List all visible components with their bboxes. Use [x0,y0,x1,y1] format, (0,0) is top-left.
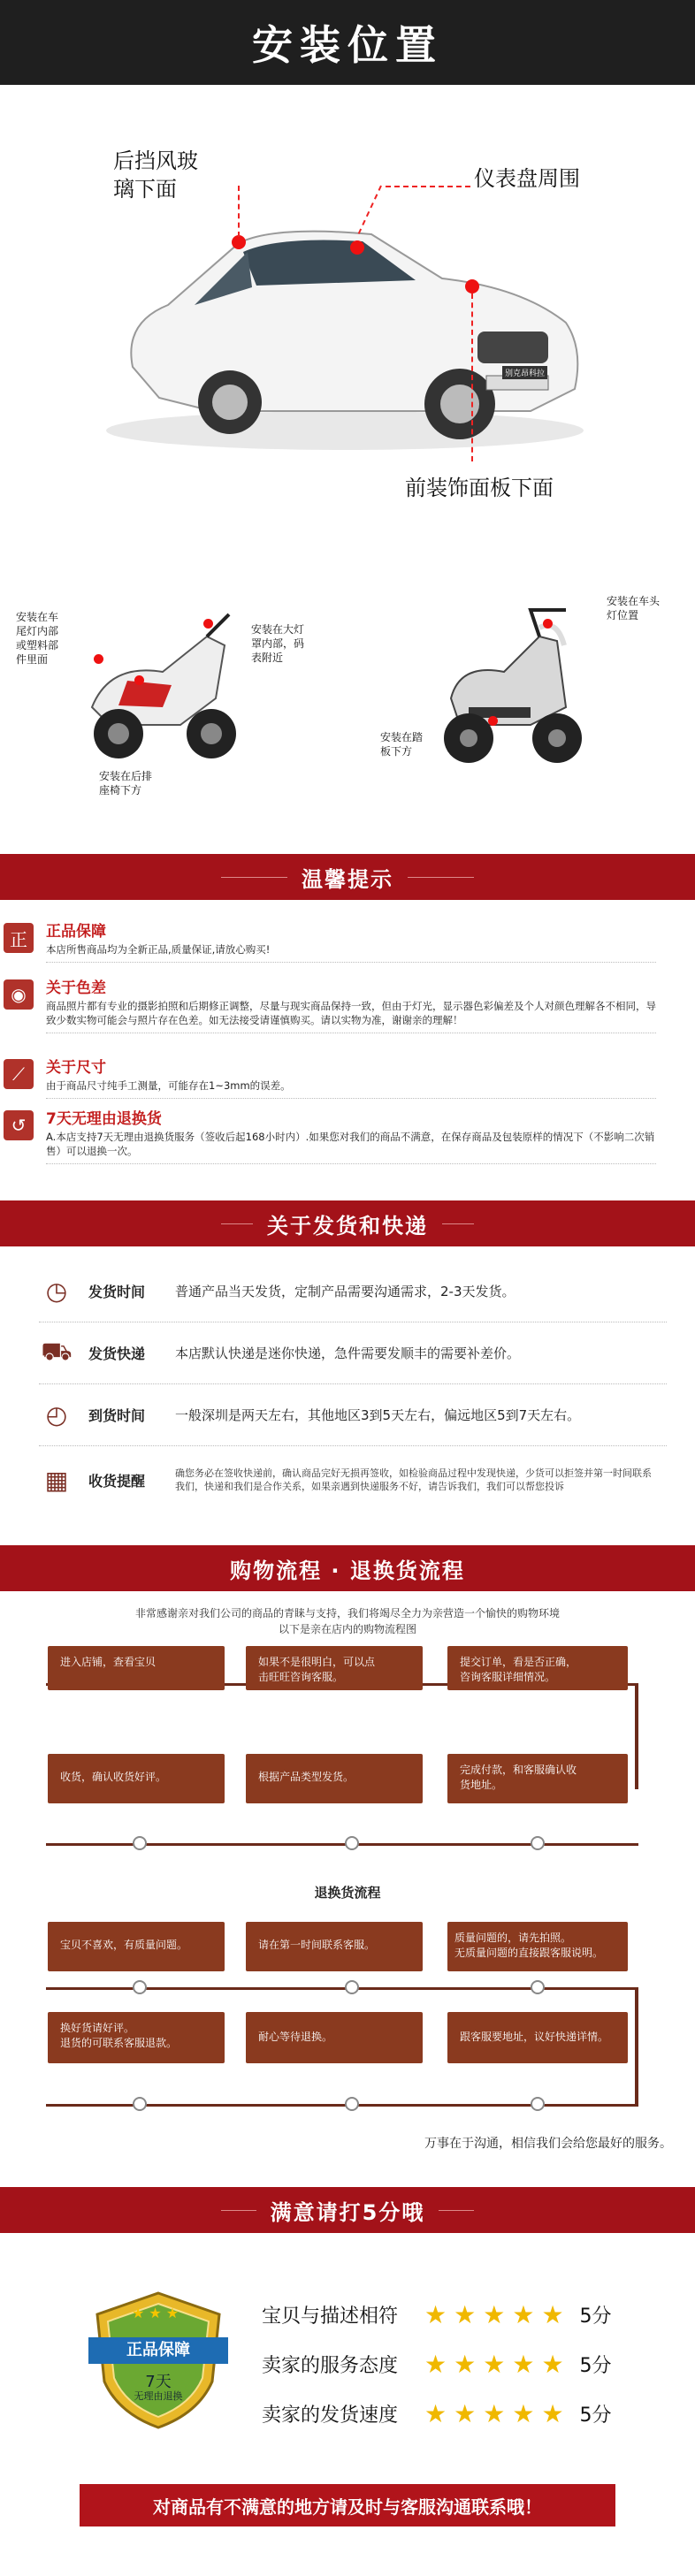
flow-node [531,1836,545,1850]
tail-light-dot [94,654,103,664]
camera-icon: ◉ [4,979,34,1010]
clock-icon: ◷ [45,1277,68,1306]
delivery-title: 发货时间 [88,1284,146,1300]
flow-step: 耐心等待退换。 [246,2012,423,2063]
rating-row [262,2389,612,2438]
tip-genuine [10,921,656,963]
delivery-title: 到货时间 [88,1407,146,1424]
badge-title: 正品保障 [88,2337,228,2364]
flow-node [133,1836,147,1850]
star-icon: ★ [454,2299,477,2329]
star-icon: ★ [512,2398,535,2428]
rating-row [262,2290,612,2339]
delivery-title: 收货提醒 [88,1472,146,1490]
callout-rear-seat: 安装在后排 座椅下方 [99,770,153,796]
delivery-text: 本店默认快递是迷你快递，急件需要发顺丰的需要补差价。 [175,1345,521,1361]
badge-days: 7天 [145,2373,172,2391]
flow-step: 跟客服要地址，议好快递详情。 [447,2012,628,2063]
star-icon: ★ [541,2398,564,2428]
delivery-text: 普通产品当天发货，定制产品需要沟通需求，2-3天发货。 [175,1284,516,1299]
plate-label: 别克昂科拉 [502,366,547,379]
rear-windshield-dot [232,235,246,249]
flow-step: 如果不是很明白，可以点 击旺旺咨询客服。 [246,1646,423,1690]
moto-headlight-dot [543,619,553,629]
shopping-banner [0,1545,695,1591]
dashboard-dot [350,240,364,255]
star-icon: ★ [424,2349,447,2379]
callout-tail-light: 安装在车 尾灯内部 或塑料部 件里面 [16,611,59,666]
rating-banner-title: 满意请打5分哦 [256,2195,439,2226]
star-icon: ★ [483,2398,506,2428]
flow-step: 换好货请好评。 退货的可联系客服退款。 [48,2012,225,2063]
tip-body: 本店所售商品均为全新正品,质量保证,请放心购买! [46,943,271,956]
rating-banner [0,2187,695,2233]
shopping-footer: 万事在于沟通，相信我们会给您最好的服务。 [424,2137,672,2151]
tip-body: 由于商品尺寸纯手工测量，可能存在1~3mm的误差。 [46,1079,291,1092]
rating-row [262,2339,612,2389]
rating-score: 5分 [579,2404,612,2427]
star-icon: ★ [454,2398,477,2428]
badge-sub: 无理由退换 [134,2390,183,2402]
tip-body: A.本店支持7天无理由退换货服务（签收后起168小时内）.如果您对我们的商品不满意，在保存商品及包装原样的情况下（不影响二次销售）可以退换一次。 [46,1131,655,1157]
tip-size [12,1057,656,1099]
page-header [0,0,695,85]
tips-banner [0,854,695,900]
flow-node [133,2097,147,2111]
delivery-text: 一般深圳是两天左右，其他地区3到5天左右，偏远地区5到7天左右。 [175,1407,581,1423]
grid-icon: ▦ [44,1465,69,1495]
flow-node [133,1980,147,1994]
star-icon: ★ [541,2349,564,2379]
time-icon: ◴ [45,1400,68,1429]
return-flow-title: 退换货流程 [314,1885,381,1901]
scooter-right-image [433,592,592,778]
rating-label: 宝贝与描述相符 [262,2305,399,2328]
delivery-row-courier [39,1322,667,1384]
flow-node [345,1980,359,1994]
car-image [106,199,601,464]
flow-step: 收货，确认收货好评。 [48,1754,225,1803]
rating-label: 卖家的服务态度 [262,2354,399,2377]
callout-headlight: 安装在大灯 罩内部，码 表附近 [251,623,305,664]
delivery-banner-title: 关于发货和快递 [253,1208,442,1239]
guarantee-badge [92,2290,225,2431]
star-icon: ★ [512,2349,535,2379]
contact-bar: 对商品有不满意的地方请及时与客服沟通联系哦！ [80,2484,615,2526]
genuine-icon: 正 [4,923,34,953]
delivery-text: 确您务必在签收快递前，确认商品完好无损再签收，如检验商品过程中发现快递，少货可以拒签并第一时间联系我们，快递和我们是合作关系，如果亲遇到快递服务不好，请告诉我们，我们可以帮您投诉 [175,1467,652,1492]
truck-icon: ⛟ [41,1337,73,1366]
callout-dashboard: 仪表盘周围 [474,166,580,191]
delivery-title: 发货快递 [88,1345,146,1362]
callout-front-panel: 前装饰面板下面 [405,476,554,500]
shopping-intro-line: 非常感谢亲对我们公司的商品的青睐与支持，我们将竭尽全力为亲营造一个愉快的购物环境 [134,1607,560,1620]
star-icon: ★ [483,2299,506,2329]
rating-score: 5分 [579,2305,612,2328]
delivery-banner [0,1200,695,1246]
callout-line [238,186,240,237]
front-panel-dot [465,279,479,293]
flow-step: 根据产品类型发货。 [246,1754,423,1803]
shopping-intro [0,1605,695,1637]
ruler-icon: ⟋ [4,1059,34,1089]
svg-text:★ ★ ★: ★ ★ ★ [132,2305,179,2321]
flow-step: 完成付款，和客服确认收 货地址。 [447,1754,628,1803]
star-icon: ★ [424,2398,447,2428]
scooter-left-image [74,601,251,778]
callout-line [471,293,473,461]
flow-step: 提交订单，看是否正确， 咨询客服详细情况。 [447,1646,628,1690]
rating-list [262,2290,612,2438]
flow-step: 宝贝不喜欢，有质量问题。 [48,1922,225,1971]
tip-title: 正品保障 [46,923,106,941]
delivery-row-arrival [39,1384,667,1446]
footboard-dot [488,716,498,726]
flow-step: 进入店铺，查看宝贝 [48,1646,225,1690]
delivery-row-ship-time [39,1261,667,1322]
rating-score: 5分 [579,2354,612,2377]
callout-footboard: 安装在踏 板下方 [380,731,424,758]
star-icon: ★ [512,2299,535,2329]
tip-color [11,978,656,1033]
flow-node [531,2097,545,2111]
page-title: 安装位置 [252,21,443,69]
tips-banner-title: 温馨提示 [287,862,408,893]
star-icon: ★ [483,2349,506,2379]
rating-label: 卖家的发货速度 [262,2404,399,2427]
tip-title: 关于色差 [46,979,106,997]
flow-node [345,2097,359,2111]
flow-line [635,1987,638,2104]
shopping-banner-title: 购物流程 · 退换货流程 [216,1553,479,1584]
callout-moto-headlight: 安装在车头 灯位置 [607,595,661,621]
tip-title: 7天无理由退换货 [46,1110,162,1128]
return-icon: ↺ [4,1110,34,1140]
callout-rear-windshield: 后挡风玻 璃下面 [113,149,198,202]
star-icon: ★ [454,2349,477,2379]
flow-line [635,1683,638,1789]
shopping-intro-line: 以下是亲在店内的购物流程图 [278,1623,416,1635]
tip-body: 商品照片都有专业的摄影拍照和后期修正调整，尽量与现实商品保持一致，但由于灯光，显示器色彩偏差及个人对颜色理解各不相同，导致少数实物可能会与照片存在色差。如无法接受请谨慎购买。请以实物为准，谢谢亲的理解！ [46,1000,656,1026]
headlight-dot [203,619,213,629]
flow-node [531,1980,545,1994]
delivery-row-receive [39,1446,667,1513]
tip-title: 关于尺寸 [46,1059,106,1077]
flow-step: 请在第一时间联系客服。 [246,1922,423,1971]
flow-step: 质量问题的，请先拍照。 无质量问题的直接跟客服说明。 [447,1922,628,1971]
flow-node [345,1836,359,1850]
star-icon: ★ [424,2299,447,2329]
callout-line [386,186,470,187]
tip-return [11,1109,656,1164]
rear-seat-dot [134,675,144,685]
star-icon: ★ [541,2299,564,2329]
